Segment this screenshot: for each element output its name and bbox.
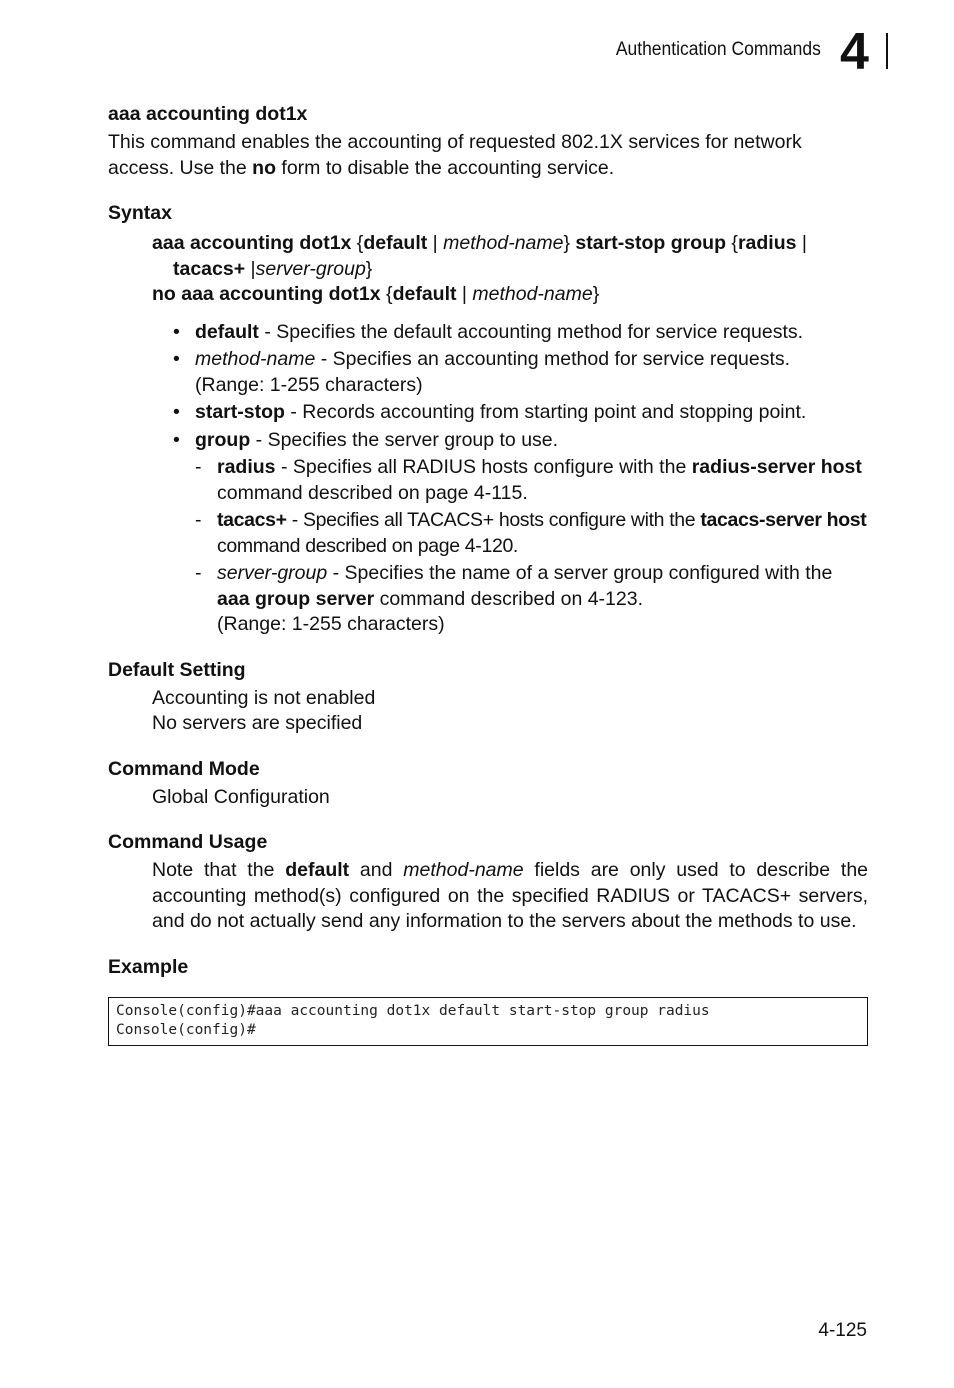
chapter-rule bbox=[886, 33, 888, 69]
command-mode-section bbox=[108, 757, 868, 811]
code-line: Console(config)#aaa accounting dot1x default start-stop group radius bbox=[116, 1002, 710, 1019]
default-setting-heading: Default Setting bbox=[108, 658, 246, 681]
syntax-line-1: aaa accounting dot1x {default | method-name} start-stop group {radius | bbox=[152, 232, 807, 254]
syntax-section bbox=[108, 201, 868, 638]
syntax-heading: Syntax bbox=[108, 202, 172, 224]
example-code-block bbox=[108, 997, 868, 1046]
command-mode-text: Global Configuration bbox=[152, 785, 330, 808]
chapter-number: 4 bbox=[840, 23, 869, 81]
command-usage-heading: Command Usage bbox=[108, 831, 268, 853]
param-method-name: • method-name - Specifies an accounting method for service requests. (Range: 1-255 characters) bbox=[173, 347, 868, 398]
running-header: Authentication Commands bbox=[615, 39, 821, 60]
param-server-group: - server-group - Specifies the name of a server group configured with the aaa group server command described on 4-123. (Range: 1-255 characters) bbox=[195, 561, 868, 638]
param-default: • default - Specifies the default accounting method for service requests. bbox=[173, 320, 868, 346]
syntax-line-2: no aaa accounting dot1x {default | method-name} bbox=[152, 283, 600, 305]
parameter-list bbox=[108, 320, 868, 638]
default-setting-section bbox=[108, 658, 868, 737]
param-start-stop: • start-stop - Records accounting from starting point and stopping point. bbox=[173, 400, 868, 426]
syntax-block bbox=[152, 231, 868, 308]
command-usage-section bbox=[108, 830, 868, 935]
page-content bbox=[108, 102, 868, 1046]
example-section bbox=[108, 955, 868, 1046]
command-mode-heading: Command Mode bbox=[108, 757, 260, 780]
command-description: This command enables the accounting of requested 802.1X services for network access. Use the no form to disable the accounting service. bbox=[108, 131, 802, 179]
example-heading: Example bbox=[108, 955, 189, 978]
param-group: • group - Specifies the server group to use. - radius - Specifies all RADIUS hosts configure with the radius-server host command described on page 4-115. - tacacs+ - Specifies all TACACS+ hosts configure with the tacacs-server host command described on page 4-120. - server-group - Specifies the name of a server group configured with the aaa group server command described on 4-123. (Range: 1-255 characters) bbox=[173, 428, 868, 638]
code-line: Console(config)# bbox=[116, 1021, 256, 1038]
group-sub-list bbox=[195, 455, 868, 638]
param-tacacs: - tacacs+ - Specifies all TACACS+ hosts configure with the tacacs-server host command described on page 4-120. bbox=[195, 508, 868, 559]
syntax-line-1-continued: tacacs+ |server-group} bbox=[173, 257, 373, 280]
page-number: 4-125 bbox=[818, 1320, 867, 1341]
command-usage-text: Note that the default and method-name fields are only used to describe the accounting method(s) configured on the specified RADIUS or TACACS+ servers, and do not actually send any information to the servers about the methods to use. bbox=[152, 859, 869, 932]
param-radius: - radius - Specifies all RADIUS hosts configure with the radius-server host command described on page 4-115. bbox=[195, 455, 868, 506]
command-title: aaa accounting dot1x bbox=[108, 103, 308, 125]
default-setting-line: No servers are specified bbox=[152, 712, 363, 734]
default-setting-line: Accounting is not enabled bbox=[152, 686, 376, 709]
